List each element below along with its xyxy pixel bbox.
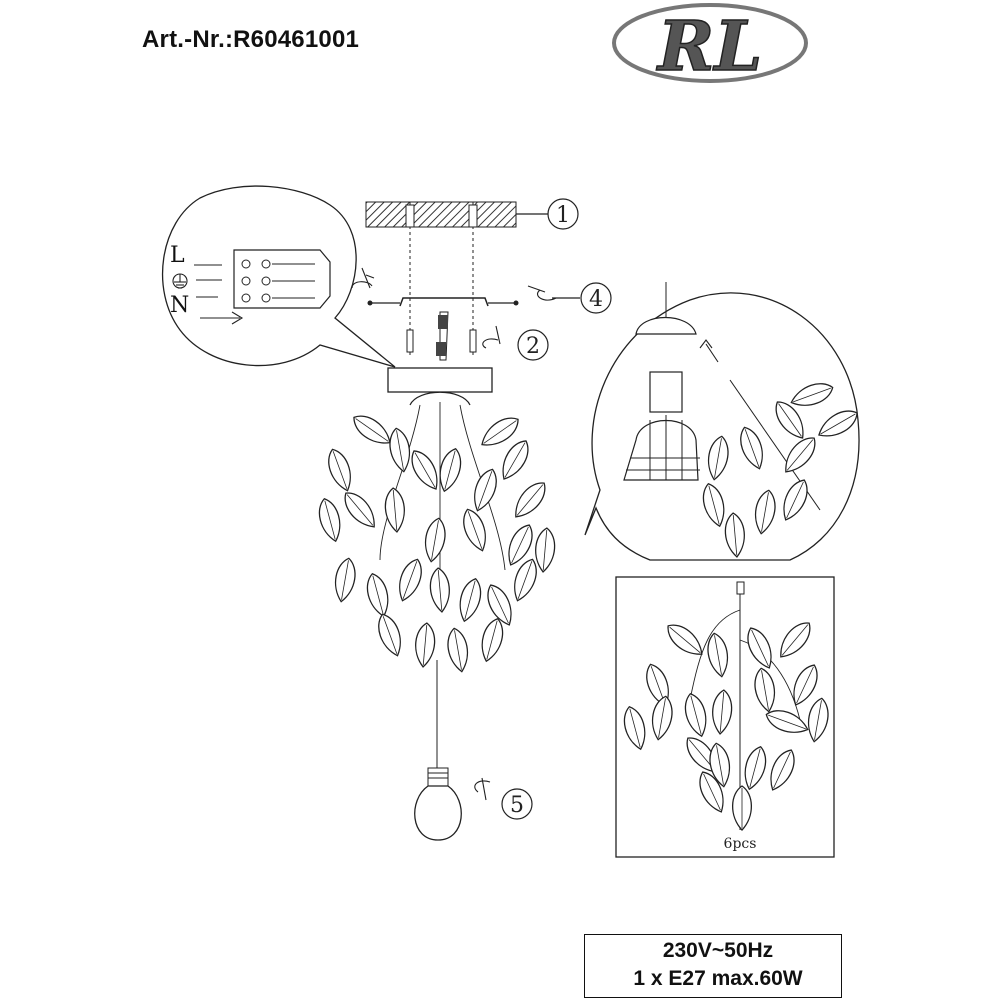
ceiling-section — [366, 202, 548, 355]
electrical-specs-box — [584, 934, 842, 998]
step-5-label: 5 — [510, 793, 524, 818]
canopy — [388, 368, 492, 392]
wiring-detail — [163, 186, 395, 367]
leaf-strand-box — [616, 577, 834, 857]
step-2-label: 2 — [526, 334, 540, 359]
voltage-spec: 230V~50Hz — [662, 939, 774, 962]
socket-detail — [585, 282, 862, 560]
mounting-bracket — [368, 298, 581, 306]
strand-count-label: 6pcs — [723, 836, 757, 852]
logo-text: RL — [657, 7, 763, 86]
step-4-label: 4 — [589, 287, 603, 312]
leaf-shade — [315, 392, 556, 673]
light-bulb — [415, 660, 462, 840]
screws — [407, 312, 476, 360]
bulb-spec: 1 x E27 max.60W — [633, 967, 803, 990]
step-1-label: 1 — [556, 203, 570, 228]
wire-live-label: L — [170, 243, 185, 268]
wire-neutral-label: N — [170, 293, 190, 318]
article-number: Art.-Nr.:R60461001 — [142, 26, 360, 53]
